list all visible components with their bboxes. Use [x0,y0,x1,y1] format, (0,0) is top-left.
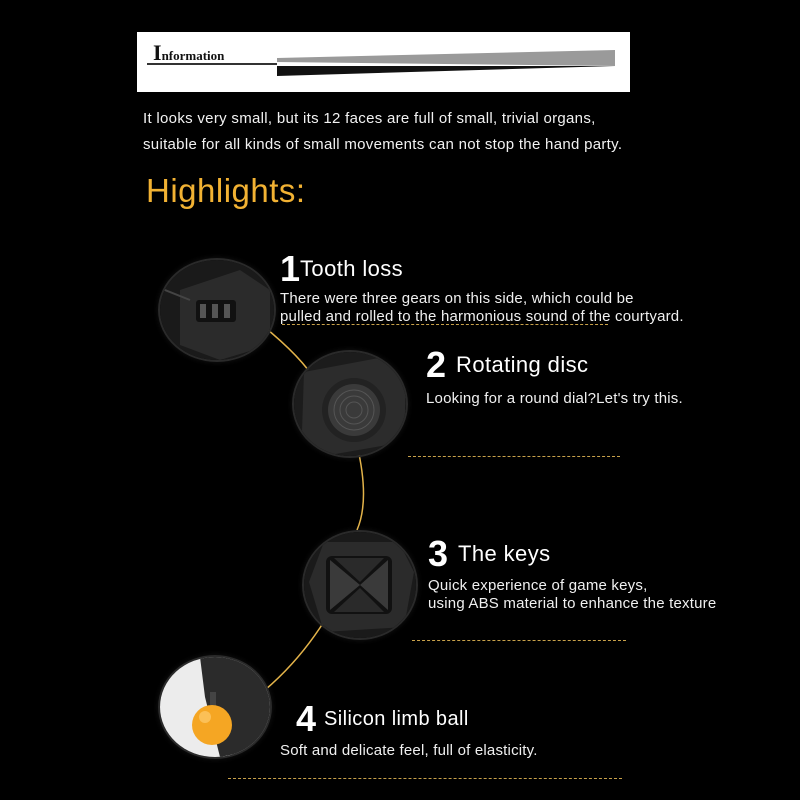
intro-line-1: It looks very small, but its 12 faces are full of small, trivial organs, [143,110,596,127]
feature-title: Tooth loss [300,256,404,281]
feature-number: 1 [280,248,301,289]
intro-line-2: suitable for all kinds of small movements can not stop the hand party. [143,136,623,153]
feature-desc-line-1: Soft and delicate feel, full of elasticity. [280,742,538,759]
dashed-divider [228,778,622,779]
feature-rotating-disc [426,344,683,408]
feature-the-keys [428,533,716,613]
highlights-heading: Highlights: [146,172,306,209]
dashed-divider [412,640,626,641]
silicon-ball-image [158,655,272,759]
feature-title: Rotating disc [456,352,589,377]
feature-desc-line-1: Looking for a round dial?Let's try this. [426,390,683,407]
dashed-divider [282,324,608,325]
gear-face-image [158,258,276,362]
feature-number: 2 [426,344,447,385]
feature-desc-line-2: pulled and rolled to the harmonious sound of the courtyard. [280,308,684,325]
feature-title: The keys [458,541,551,566]
banner-title-rest: nformation [161,48,225,63]
dashed-divider [408,456,620,457]
feature-title: Silicon limb ball [324,707,469,730]
feature-desc-line-1: There were three gears on this side, which could be [280,290,634,307]
feature-tooth-loss [280,248,684,326]
feature-desc-line-2: using ABS material to enhance the texture [428,595,717,612]
feature-number: 3 [428,533,449,574]
banner-title-cap: I [153,40,162,65]
feature-number: 4 [296,698,317,739]
game-keys-image [302,530,418,640]
feature-desc-line-1: Quick experience of game keys, [428,577,648,594]
feature-silicon-limb-ball [280,698,538,760]
rotating-dial-image [292,350,408,458]
